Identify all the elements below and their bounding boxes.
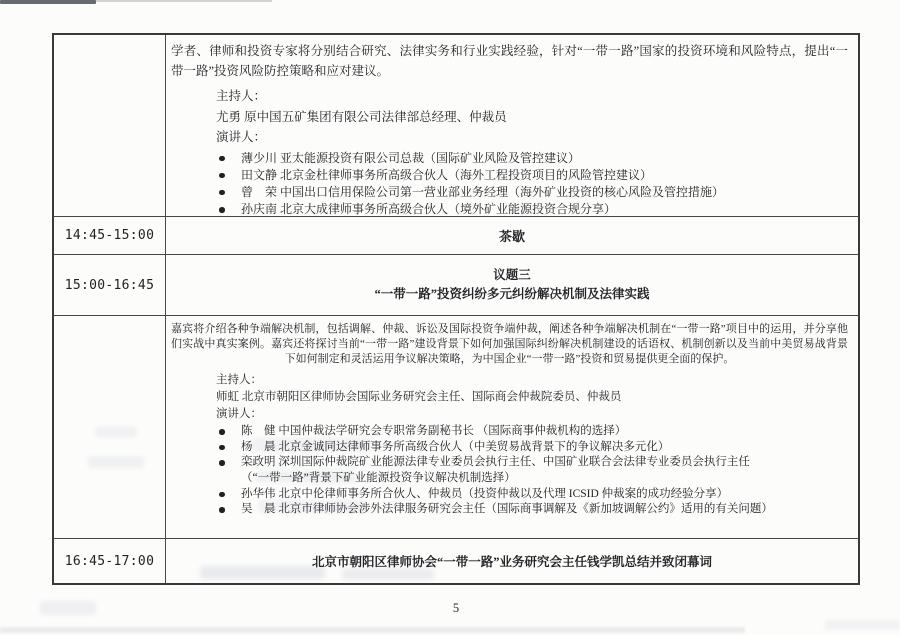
speaker-item (171, 184, 850, 201)
bullet-icon (219, 492, 225, 498)
speaker-text: 田文静 北京金杜律师事务所高级合伙人（海外工程投资项目的风险管控建议） (241, 167, 653, 182)
bullet-icon (219, 429, 225, 435)
page-number: 5 (452, 601, 460, 615)
bullet-icon (219, 460, 225, 466)
scanner-edge-artifact (0, 627, 745, 633)
session-details-cell (166, 35, 858, 216)
agenda-table (52, 33, 860, 585)
bullet-icon (219, 190, 225, 196)
session-details-cell (166, 316, 858, 538)
time-cell: 16:45-17:00 (54, 539, 166, 583)
topic-header-cell (166, 255, 858, 315)
bullet-icon (219, 507, 225, 513)
speaker-item (171, 424, 850, 440)
speaker-item (171, 487, 850, 503)
speaker-text: 孙华伟 北京中伦律师事务所合伙人、仲裁员（投资仲裁以及代理 ICSID 仲裁案的成功经验分享） (241, 487, 729, 500)
moderator-name: 尤勇 原中国五矿集团有限公司法律部总经理、仲裁员 (216, 109, 507, 124)
speaker-item (171, 502, 850, 518)
speaker-list (171, 150, 850, 217)
speaker-item (171, 167, 850, 184)
session-description: 学者、律师和投资专家将分别结合研究、法律实务和行业实践经验，针对“一带一路”国家的投资环境和风险特点，提出“一带一路”投资风险防控策略和应对建议。 (171, 44, 848, 78)
table-row (54, 254, 858, 315)
topic-title: “一带一路”投资纠纷多元纠纷解决机制及法律实践 (374, 287, 650, 301)
topic-number: 议题三 (493, 267, 531, 282)
bullet-icon (219, 207, 225, 213)
bullet-icon (219, 156, 225, 162)
moderator-name: 师虹 北京市朝阳区律师协会国际业务研究会主任、国际商会仲裁院委员、仲裁员 (216, 390, 622, 403)
speaker-text: 孙庆南 北京大成律师事务所高级合伙人（境外矿业能源投资合规分享） (241, 202, 617, 216)
closing-cell (166, 539, 858, 583)
speaker-text: （“一带一路”背景下矿业能源投资争议解决机制选择） (241, 471, 516, 484)
table-row (54, 35, 858, 216)
scanner-edge-artifact (92, 0, 272, 2)
speaker-list (171, 424, 850, 518)
scanner-edge-artifact (825, 620, 900, 630)
session-description: 嘉宾将介绍各种争端解决机制，包括调解、仲裁、诉讼及国际投资争端仲裁，阐述各种争端解决机制在“一带一路”项目中的运用，并分享他们实战中真实案例。嘉宾还将探讨当前“一带一路”建设背景下如何加强国际纠纷解决机制建设的话语权、机制创新以及当前中美贸易战背景下如何制定和灵活运用争议解决策略，为中国企业“一带一路”投资和贸易提供更全面的保护。 (171, 323, 848, 365)
tea-break-cell (166, 217, 858, 254)
speakers-label: 演讲人： (216, 130, 267, 144)
speaker-item (171, 440, 850, 456)
closing-text: 北京市朝阳区律师协会“一带一路”业务研究会主任钱学凯总结并致闭幕词 (311, 555, 712, 569)
tea-break-label: 茶歇 (498, 229, 525, 244)
table-row (54, 315, 858, 538)
speaker-text: 曾 荣 中国出口信用保险公司第一营业部业务经理（海外矿业投资的核心风险及管控措施） (241, 184, 725, 199)
time-cell: 15:00-16:45 (54, 255, 166, 315)
moderator-label: 主持人： (216, 374, 262, 387)
time-cell: 14:45-15:00 (54, 217, 166, 254)
speaker-item-continuation (171, 471, 850, 487)
table-row (54, 216, 858, 254)
speaker-text: 杨 晨 北京金诚同达律师事务所高级合伙人（中美贸易战背景下的争议解决多元化） (241, 440, 670, 453)
speaker-text: 陈 健 中国仲裁法学研究会专职常务副秘书长 （国际商事仲裁机构的选择） (241, 425, 627, 438)
bullet-icon (219, 445, 225, 451)
speaker-text: 栾政明 深圳国际仲裁院矿业能源法律专业委员会执行主任、中国矿业联合会法律专业委员会执行主任 (241, 456, 750, 469)
moderator-label: 主持人： (216, 89, 267, 103)
speaker-text: 薄少川 亚太能源投资有限公司总裁（国际矿业风险及管控建议） (241, 150, 581, 165)
time-cell (54, 316, 166, 538)
speaker-item (171, 201, 850, 216)
speakers-label: 演讲人： (216, 407, 262, 420)
speaker-text: 吴 晨 北京市律师协会涉外法律服务研究会主任（国际商事调解及《新加坡调解公约》适用的有关问题） (241, 503, 773, 516)
bullet-icon (219, 173, 225, 179)
scanner-edge-artifact (0, 0, 96, 4)
speaker-item (171, 150, 850, 167)
table-row (54, 538, 858, 583)
speaker-item (171, 455, 850, 471)
time-cell (54, 35, 166, 216)
